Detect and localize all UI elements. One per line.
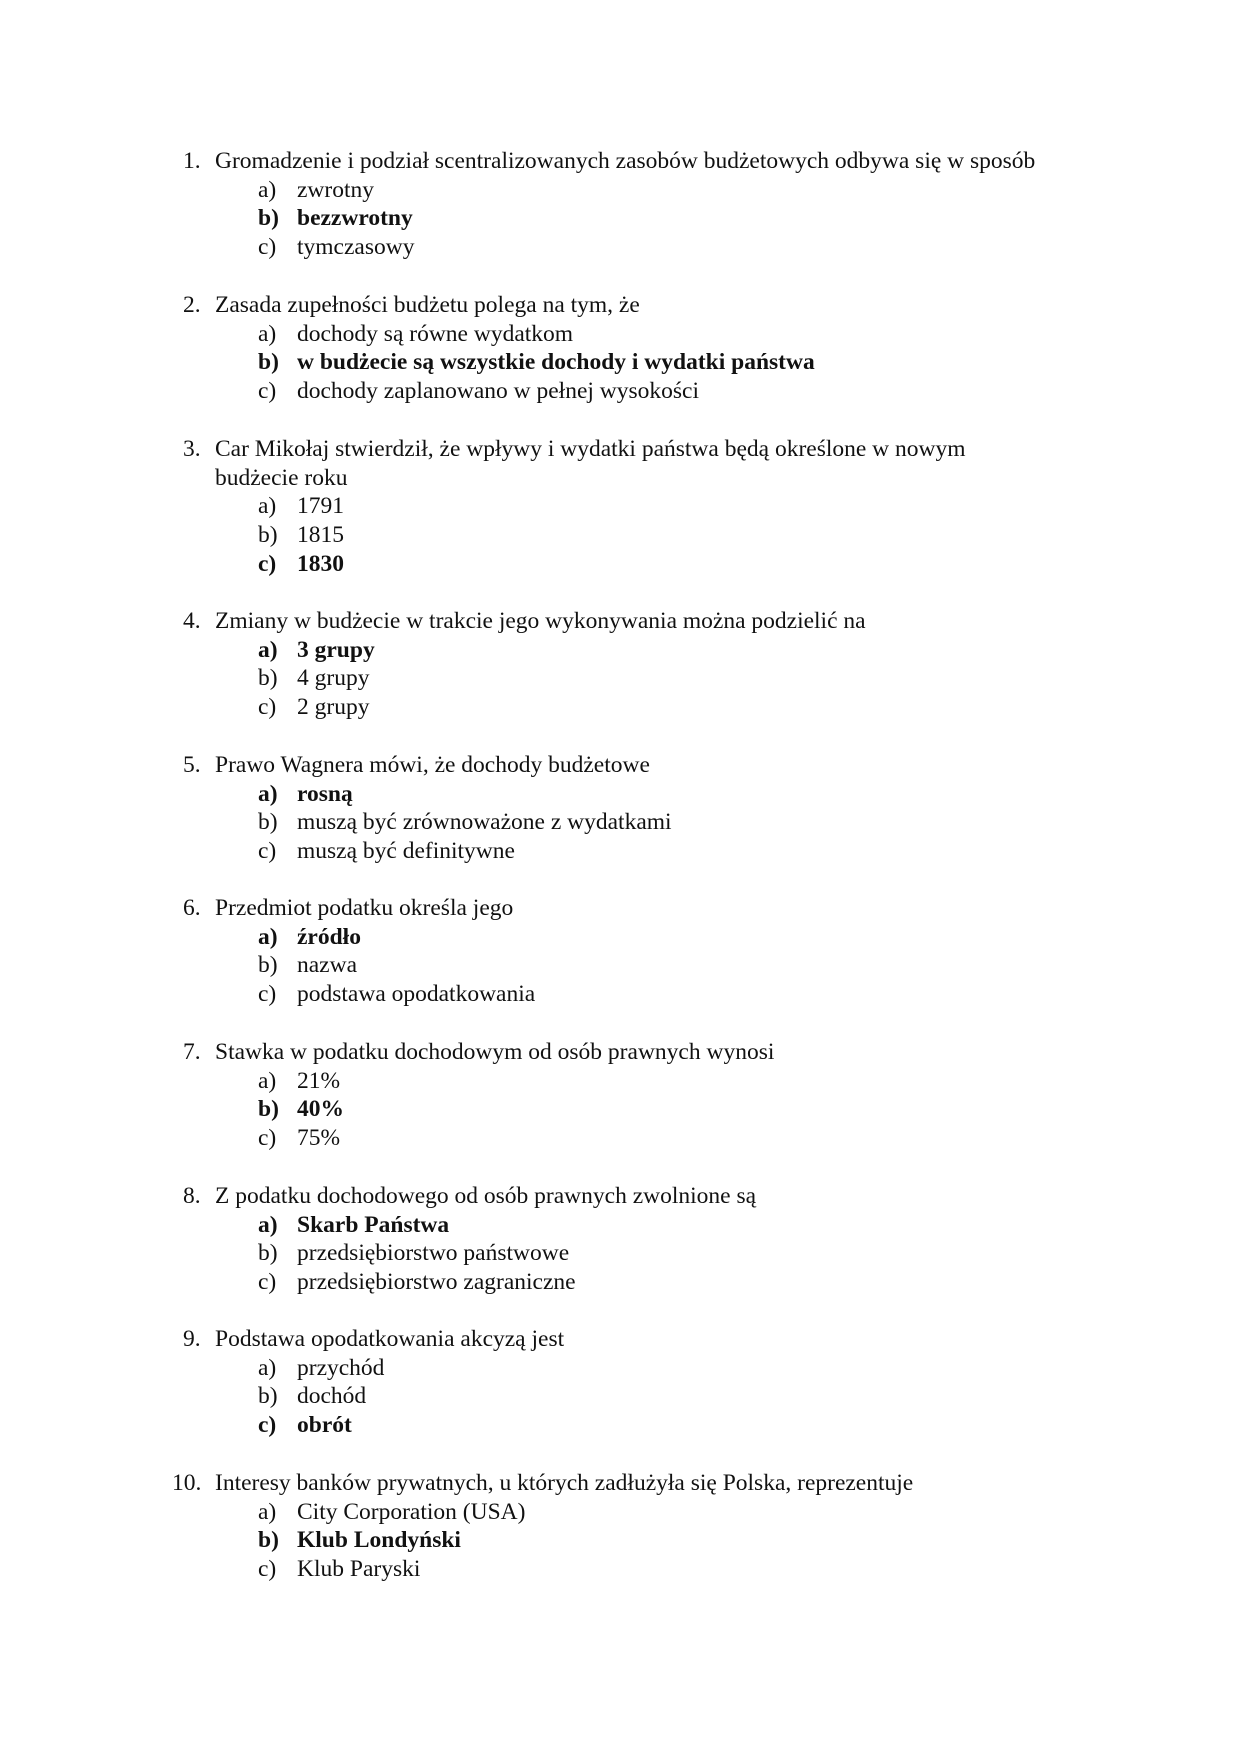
correct-answer-text: 1830 xyxy=(297,550,344,577)
question-text: Zasada zupełności budżetu polega na tym, że xyxy=(215,292,640,318)
option-letter: b) xyxy=(258,205,279,232)
answer-option-text: przychód xyxy=(297,1354,385,1381)
question-text: Interesy banków prywatnych, u których zadłużyła się Polska, reprezentuje xyxy=(215,1470,914,1496)
option-letter: c) xyxy=(258,838,277,865)
correct-answer-text: obrót xyxy=(297,1412,352,1439)
option-letter: b) xyxy=(258,1383,278,1410)
question-number: 2. xyxy=(183,292,201,318)
option-letter: a) xyxy=(258,176,277,203)
question-text: Zmiany w budżecie w trakcie jego wykonywania można podzielić na xyxy=(215,608,866,634)
option-letter: b) xyxy=(258,1527,279,1554)
answer-option-text: podstawa opodatkowania xyxy=(297,981,536,1008)
option-letter: c) xyxy=(258,1556,277,1583)
answer-option-text: dochód xyxy=(297,1383,367,1410)
correct-answer-text: 40% xyxy=(297,1096,344,1123)
option-letter: a) xyxy=(258,1498,277,1525)
question-text: Podstawa opodatkowania akcyzą jest xyxy=(215,1326,565,1352)
answer-option-text: 1791 xyxy=(297,493,344,520)
question-number: 10. xyxy=(172,1470,202,1496)
correct-answer-text: Skarb Państwa xyxy=(297,1211,450,1238)
option-letter: a) xyxy=(258,1354,277,1381)
option-letter: c) xyxy=(258,234,277,261)
option-letter: c) xyxy=(258,1269,277,1296)
option-letter: b) xyxy=(258,809,278,836)
correct-answer-text: 3 grupy xyxy=(297,636,375,663)
answer-option-text: przedsiębiorstwo państwowe xyxy=(297,1240,570,1267)
option-letter: a) xyxy=(258,493,277,520)
answer-option-text: Klub Paryski xyxy=(297,1556,421,1583)
option-letter: c) xyxy=(258,378,277,405)
option-letter: b) xyxy=(258,665,278,692)
answer-option-text: City Corporation (USA) xyxy=(297,1498,526,1525)
question-number: 4. xyxy=(183,608,201,634)
question-number: 5. xyxy=(183,752,201,778)
option-letter: c) xyxy=(258,1125,277,1152)
answer-option-text: dochody są równe wydatkom xyxy=(297,320,574,347)
answer-option-text: 4 grupy xyxy=(297,665,370,692)
option-letter: b) xyxy=(258,952,278,979)
answer-option-text: muszą być definitywne xyxy=(297,838,515,865)
option-letter: b) xyxy=(258,1096,279,1123)
answer-option-text: 75% xyxy=(297,1125,341,1152)
question-text: Stawka w podatku dochodowym od osób prawnych wynosi xyxy=(215,1039,775,1065)
answer-option-text: nazwa xyxy=(297,952,358,979)
option-letter: b) xyxy=(258,522,278,549)
answer-option-text: muszą być zrównoważone z wydatkami xyxy=(297,809,672,836)
question-text: Car Mikołaj stwierdził, że wpływy i wydatki państwa będą określone w nowym budżecie roku xyxy=(215,436,966,491)
answer-option-text: przedsiębiorstwo zagraniczne xyxy=(297,1269,576,1296)
answer-option-text: 2 grupy xyxy=(297,694,370,721)
option-letter: a) xyxy=(258,1067,277,1094)
question-text: Gromadzenie i podział scentralizowanych zasobów budżetowych odbywa się w sposób xyxy=(215,148,1036,174)
answer-option-text: dochody zaplanowano w pełnej wysokości xyxy=(297,378,700,405)
option-letter: b) xyxy=(258,1240,278,1267)
option-letter: c) xyxy=(258,550,277,577)
option-letter: a) xyxy=(258,636,278,663)
correct-answer-text: bezzwrotny xyxy=(297,205,413,232)
option-letter: a) xyxy=(258,1211,278,1238)
question-number: 1. xyxy=(183,148,201,174)
option-letter: a) xyxy=(258,780,278,807)
correct-answer-text: rosną xyxy=(297,780,353,807)
question-number: 8. xyxy=(183,1183,201,1209)
question-number: 3. xyxy=(183,436,201,462)
question-text: Z podatku dochodowego od osób prawnych zwolnione są xyxy=(215,1183,757,1209)
question-number: 7. xyxy=(183,1039,201,1065)
option-letter: a) xyxy=(258,923,278,950)
question-number: 6. xyxy=(183,895,201,921)
answer-option-text: tymczasowy xyxy=(297,234,415,261)
question-number: 9. xyxy=(183,1326,201,1352)
correct-answer-text: w budżecie są wszystkie dochody i wydatki państwa xyxy=(297,349,815,376)
question-text: Prawo Wagnera mówi, że dochody budżetowe xyxy=(215,752,650,778)
question-text: Przedmiot podatku określa jego xyxy=(215,895,514,921)
answer-option-text: 21% xyxy=(297,1067,341,1094)
answer-option-text: 1815 xyxy=(297,522,344,549)
option-letter: c) xyxy=(258,694,277,721)
option-letter: c) xyxy=(258,981,277,1008)
option-letter: b) xyxy=(258,349,279,376)
correct-answer-text: Klub Londyński xyxy=(297,1527,461,1554)
option-letter: c) xyxy=(258,1412,277,1439)
correct-answer-text: źródło xyxy=(297,923,361,950)
option-letter: a) xyxy=(258,320,277,347)
answer-option-text: zwrotny xyxy=(297,176,375,203)
